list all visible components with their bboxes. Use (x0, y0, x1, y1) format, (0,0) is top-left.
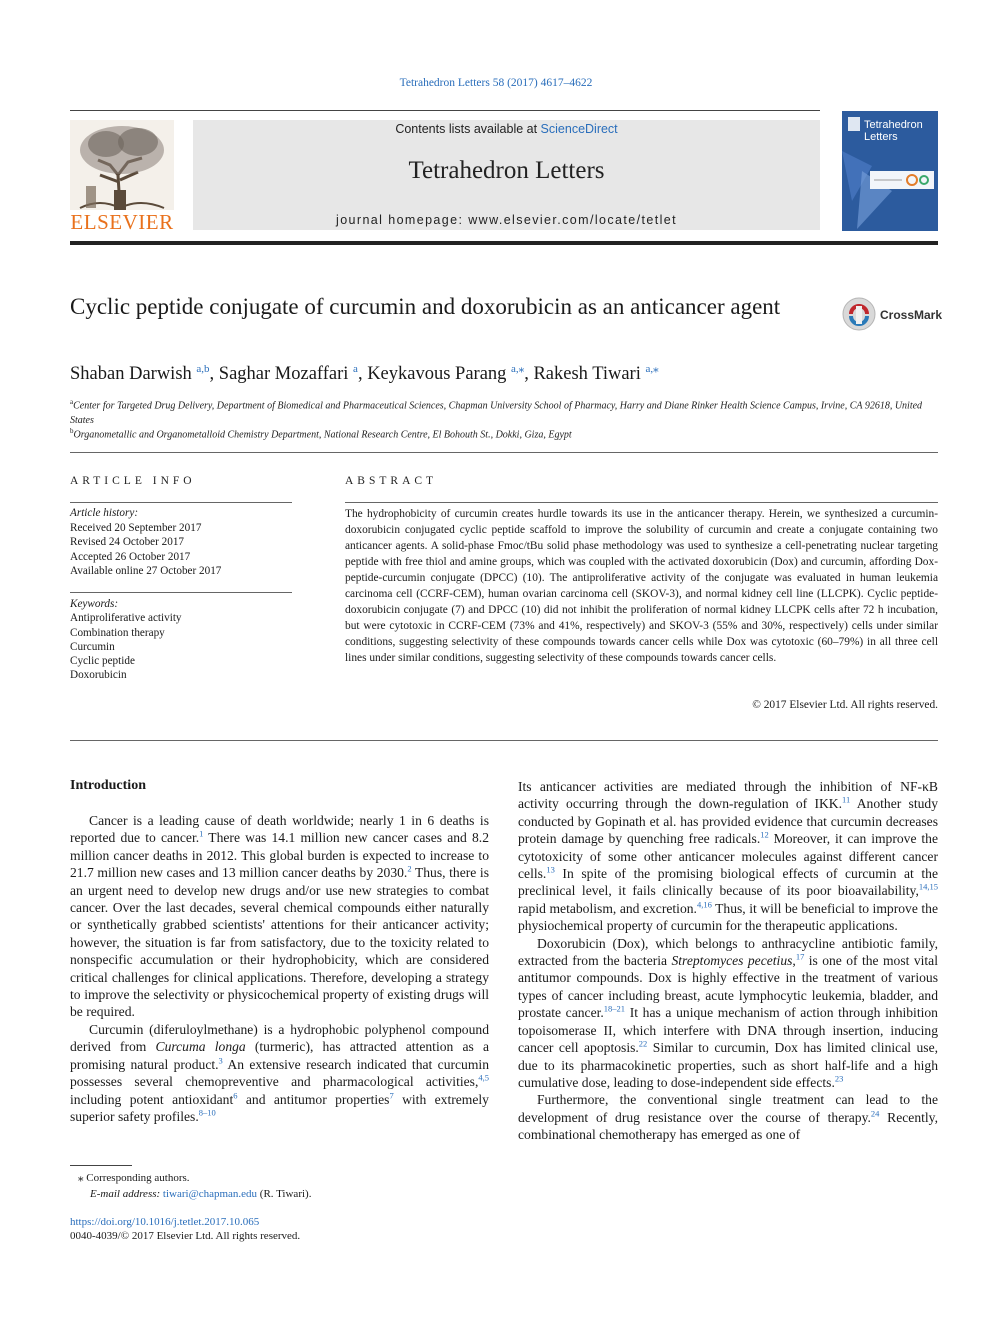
cover-title-line1: Tetrahedron (864, 119, 923, 131)
keyword-item: Curcumin (70, 640, 115, 653)
email-suffix: (R. Tiwari). (257, 1188, 312, 1200)
abstract-text: The hydrophobicity of curcumin creates hurdle towards its use in the anticancer therapy. Herein, we synthesized a curcumin-doxorubicin conjugated cyclic peptide scaffold to improve the solubility of curcumin and create a conjugate containing two anticancer agents. A solid-phase Fmoc/tBu solid phase methodology was used to synthesize a cell-penetrating nuclear targeting peptide with free thiol and amine groups, which was coupled with the activated doxorubicin (Dox) and curcumin, affording Dox-peptide-curcumin conjugate (DPCC) (10). The antiproliferative activity of the conjugate was evaluated in human leukemia carcinoma cell (CCRF-CEM), human ovarian carcinoma cell (SKOV-3), and normal kidney cell line (LLCPK). Cyclic peptide-doxorubicin conjugate (7) and DPCC (10) did not inhibit the proliferation of normal kidney LLCPK cells after 72 h incubation, but were cytotoxic in CCRF-CEM (73% and 41%, respectively) and SKOV-3 (55% and 30%, respectively) cells under similar conditions, suggesting selectivity of these compounds towards cancer cells while Dox was cytotoxic (60–79%) in all three cell lines under similar conditions, suggesting selectivity of these compounds towards cancer cells. (345, 508, 938, 664)
citation-link[interactable]: 6 (233, 1089, 238, 1100)
cover-art-icon (842, 111, 938, 231)
citation-link[interactable]: 14,15 (918, 881, 938, 892)
article-info-rule (70, 502, 292, 503)
history-list (70, 521, 292, 579)
section-heading-introduction: Introduction (70, 778, 146, 793)
body-column-right (518, 778, 938, 1144)
body-paragraph: Its anticancer activities are mediated through the inhibition of NF-κB activity occurring through the down-regulation of IKK.$^{11}$ Another study conducted by Gopinath et al. has provided evidence that curcumin decreases protein damage by quenching free radicals.$^{12}$ Moreover, it can improve the cytotoxicity of some other anticancer molecules against different cancer cells.$^{13}$ In spite of the promising biological effects of curcumin at the preclinical level, it fails clinically because of its poor bioavailability,$^{14,15}$ rapid metabolism, and excretion.$^{4,16}$ Thus, it will be beneficial to improve the physiochemical property of curcumin for the therapeutic applications. (518, 779, 938, 934)
history-item: Accepted 26 October 2017 (70, 550, 191, 563)
citation-link[interactable]: 13 (546, 864, 555, 875)
citation-link[interactable]: 17 (795, 951, 805, 962)
body-paragraph: Furthermore, the conventional single treatment can lead to the development of drug resistance over the course of therapy.$^{24}$ Recently, combinational chemotherapy has emerged as one of (518, 1092, 938, 1143)
abstract-heading: ABSTRACT (345, 475, 438, 487)
corresponding-footnote: ⁎ Corresponding authors. (78, 1172, 190, 1184)
crossmark-label: CrossMark (880, 308, 943, 322)
elsevier-logo (70, 120, 174, 232)
author[interactable]: Keykavous Parang $^{a,⁎}$ (367, 363, 525, 385)
citation-link[interactable]: 12 (760, 829, 769, 840)
keywords-label: Keywords: (70, 598, 119, 610)
author-list: Shaban Darwish $^{a,b}$, Saghar Mozaffari $^a$, Keykavous Parang $^{a,⁎}$, Rakesh Tiwari $^{a,⁎}$ (70, 363, 659, 385)
italic-term: Streptomyces pecetius (671, 953, 793, 969)
author[interactable]: Rakesh Tiwari $^{a,⁎}$ (533, 363, 659, 385)
journal-reference[interactable]: Tetrahedron Letters 58 (2017) 4617–4622 (399, 77, 593, 89)
author-affiliation-mark[interactable]: a,⁎ (645, 363, 659, 375)
author[interactable]: Shaban Darwish $^{a,b}$ (70, 363, 210, 385)
body-column-left (70, 812, 489, 1125)
journal-homepage[interactable]: journal homepage: www.elsevier.com/locate/tetlet (336, 213, 677, 227)
citation-link[interactable]: 7 (389, 1089, 394, 1100)
contents-line (193, 122, 820, 136)
header-thick-rule (70, 241, 938, 245)
article-history (70, 506, 292, 579)
italic-term: Curcuma longa (155, 1039, 246, 1055)
body-paragraph: Cancer is a leading cause of death worldwide; nearly 1 in 6 deaths is reported due to cancer.$^1$ There was 14.1 million new cancer cases and 8.2 million cancer deaths in 2012. This global burden is expected to increase to 21.7 million new cases and 13 million cancer deaths by 2030.$^2$ Thus, there is an urgent need to develop new drugs and/or use new strategies to combat cancer. Over the last decades, several chemical compounds either naturally or synthetically grabbed scientists' attentions for their anticancer activity; however, the situation is far from satisfactory, due to the toxicity related to nonspecific accumulation or their hydrophobicity, which are considered critical challenges for clinical applications. Therefore, developing a strategy to improve the selectivity or physicochemical property of existing drugs will be required. (70, 813, 489, 1020)
footnote-rule (70, 1165, 132, 1166)
email-link[interactable]: tiwari@chapman.edu (162, 1188, 258, 1200)
keyword-item: Cyclic peptide (70, 655, 135, 668)
citation-link[interactable]: 8–10 (198, 1107, 216, 1118)
citation-link[interactable]: 4,5 (478, 1072, 489, 1083)
publisher-logo-text: ELSEVIER (70, 210, 174, 234)
body-paragraph: Doxorubicin (Dox), which belongs to anthracycline antibiotic family, extracted from the bacteria Streptomyces pecetius,$^{17}$ is one of the most vital antitumor compounds. Dox is highly effective in the treatment of various types of cancer including breast, acute lymphocytic leukemia, bladder, and prostate cancer.$^{18-21}$ It has a unique mechanism of action through inhibition topoisomerase II, which interfere with DNA through insertion, inducing cancer cell apoptosis.$^{22}$ Similar to curcumin, Dox has limited clinical use, due to its pharmacokinetic properties, such as short half-life and a high cumulative dose, leading to dose-independent side effects.$^{23}$ (518, 935, 938, 1090)
history-label: Article history: (70, 507, 139, 519)
citation-link[interactable]: 11 (842, 794, 851, 805)
history-item: Received 20 September 2017 (70, 521, 202, 534)
history-item: Available online 27 October 2017 (70, 565, 222, 577)
header-rule (70, 110, 820, 111)
citation-link[interactable]: 3 (218, 1055, 223, 1066)
email-footnote (90, 1186, 311, 1202)
history-item: Revised 24 October 2017 (70, 536, 185, 548)
author[interactable]: Saghar Mozaffari $^a$ (218, 363, 358, 385)
citation-link[interactable]: 2 (407, 863, 412, 874)
doi-link[interactable]: https://doi.org/10.1016/j.tetlet.2017.10.065 (70, 1216, 260, 1228)
abstract-copyright: © 2017 Elsevier Ltd. All rights reserved. (752, 699, 938, 711)
keyword-list (70, 611, 292, 682)
crossmark-icon (842, 296, 876, 332)
abstract-bottom-rule (70, 740, 938, 741)
crossmark-badge[interactable] (842, 296, 942, 334)
affiliation-rule (70, 452, 938, 453)
article-info-heading: ARTICLE INFO (70, 475, 196, 487)
citation-link[interactable]: 24 (870, 1108, 880, 1119)
issn-line: 0040-4039/© 2017 Elsevier Ltd. All rights reserved. (70, 1230, 301, 1242)
journal-masthead (193, 120, 820, 230)
citation-link[interactable]: 23 (834, 1073, 844, 1084)
sciencedirect-link[interactable]: ScienceDirect (540, 122, 618, 136)
contents-prefix: Contents lists available at (395, 122, 541, 136)
keywords (70, 597, 292, 683)
abstract-rule (345, 502, 938, 503)
affiliation-b: $^b$Organometallic and Organometalloid Chemistry Department, National Research Centre, El Bohouth St., Dokki, Giza, Egypt (70, 427, 572, 441)
author-affiliation-mark[interactable]: a (353, 363, 358, 375)
keyword-item: Doxorubicin (70, 669, 127, 682)
citation-link[interactable]: 4,16 (696, 899, 712, 910)
journal-name: Tetrahedron Letters (408, 157, 605, 184)
citation-link[interactable]: 1 (199, 828, 204, 839)
body-paragraph: Curcumin (diferuloylmethane) is a hydrophobic polyphenol compound derived from Curcuma longa (turmeric), has attracted attention as a promising natural product.$^3$ An extensive research indicated that curcumin possesses several chemopreventive and pharmacological activities,$^{4,5}$ including potent antioxidant$^6$ and antitumor properties$^7$ with extremely superior safety profiles.$^{8-10}$ (70, 1021, 489, 1124)
author-affiliation-mark[interactable]: a,b (196, 363, 210, 375)
citation-link[interactable]: 18–21 (603, 1003, 626, 1014)
citation-link[interactable]: 22 (638, 1038, 648, 1049)
article-title: Cyclic peptide conjugate of curcumin and doxorubicin as an anticancer agent (70, 294, 781, 319)
keywords-rule (70, 592, 292, 593)
journal-cover-image (842, 111, 938, 231)
affiliation-a: $^a$Center for Targeted Drug Delivery, Department of Biomedical and Pharmaceutical Sciences, Chapman University School of Pharmacy, Harry and Diane Rinker Health Science Campus, Irvine, CA 92618, United States (70, 398, 923, 427)
email-label: E-mail address: (90, 1188, 163, 1200)
keyword-item: Combination therapy (70, 626, 165, 639)
keyword-item: Antiproliferative activity (70, 612, 182, 625)
author-affiliation-mark[interactable]: a,⁎ (511, 363, 525, 375)
cover-title-line2: Letters (864, 131, 898, 143)
